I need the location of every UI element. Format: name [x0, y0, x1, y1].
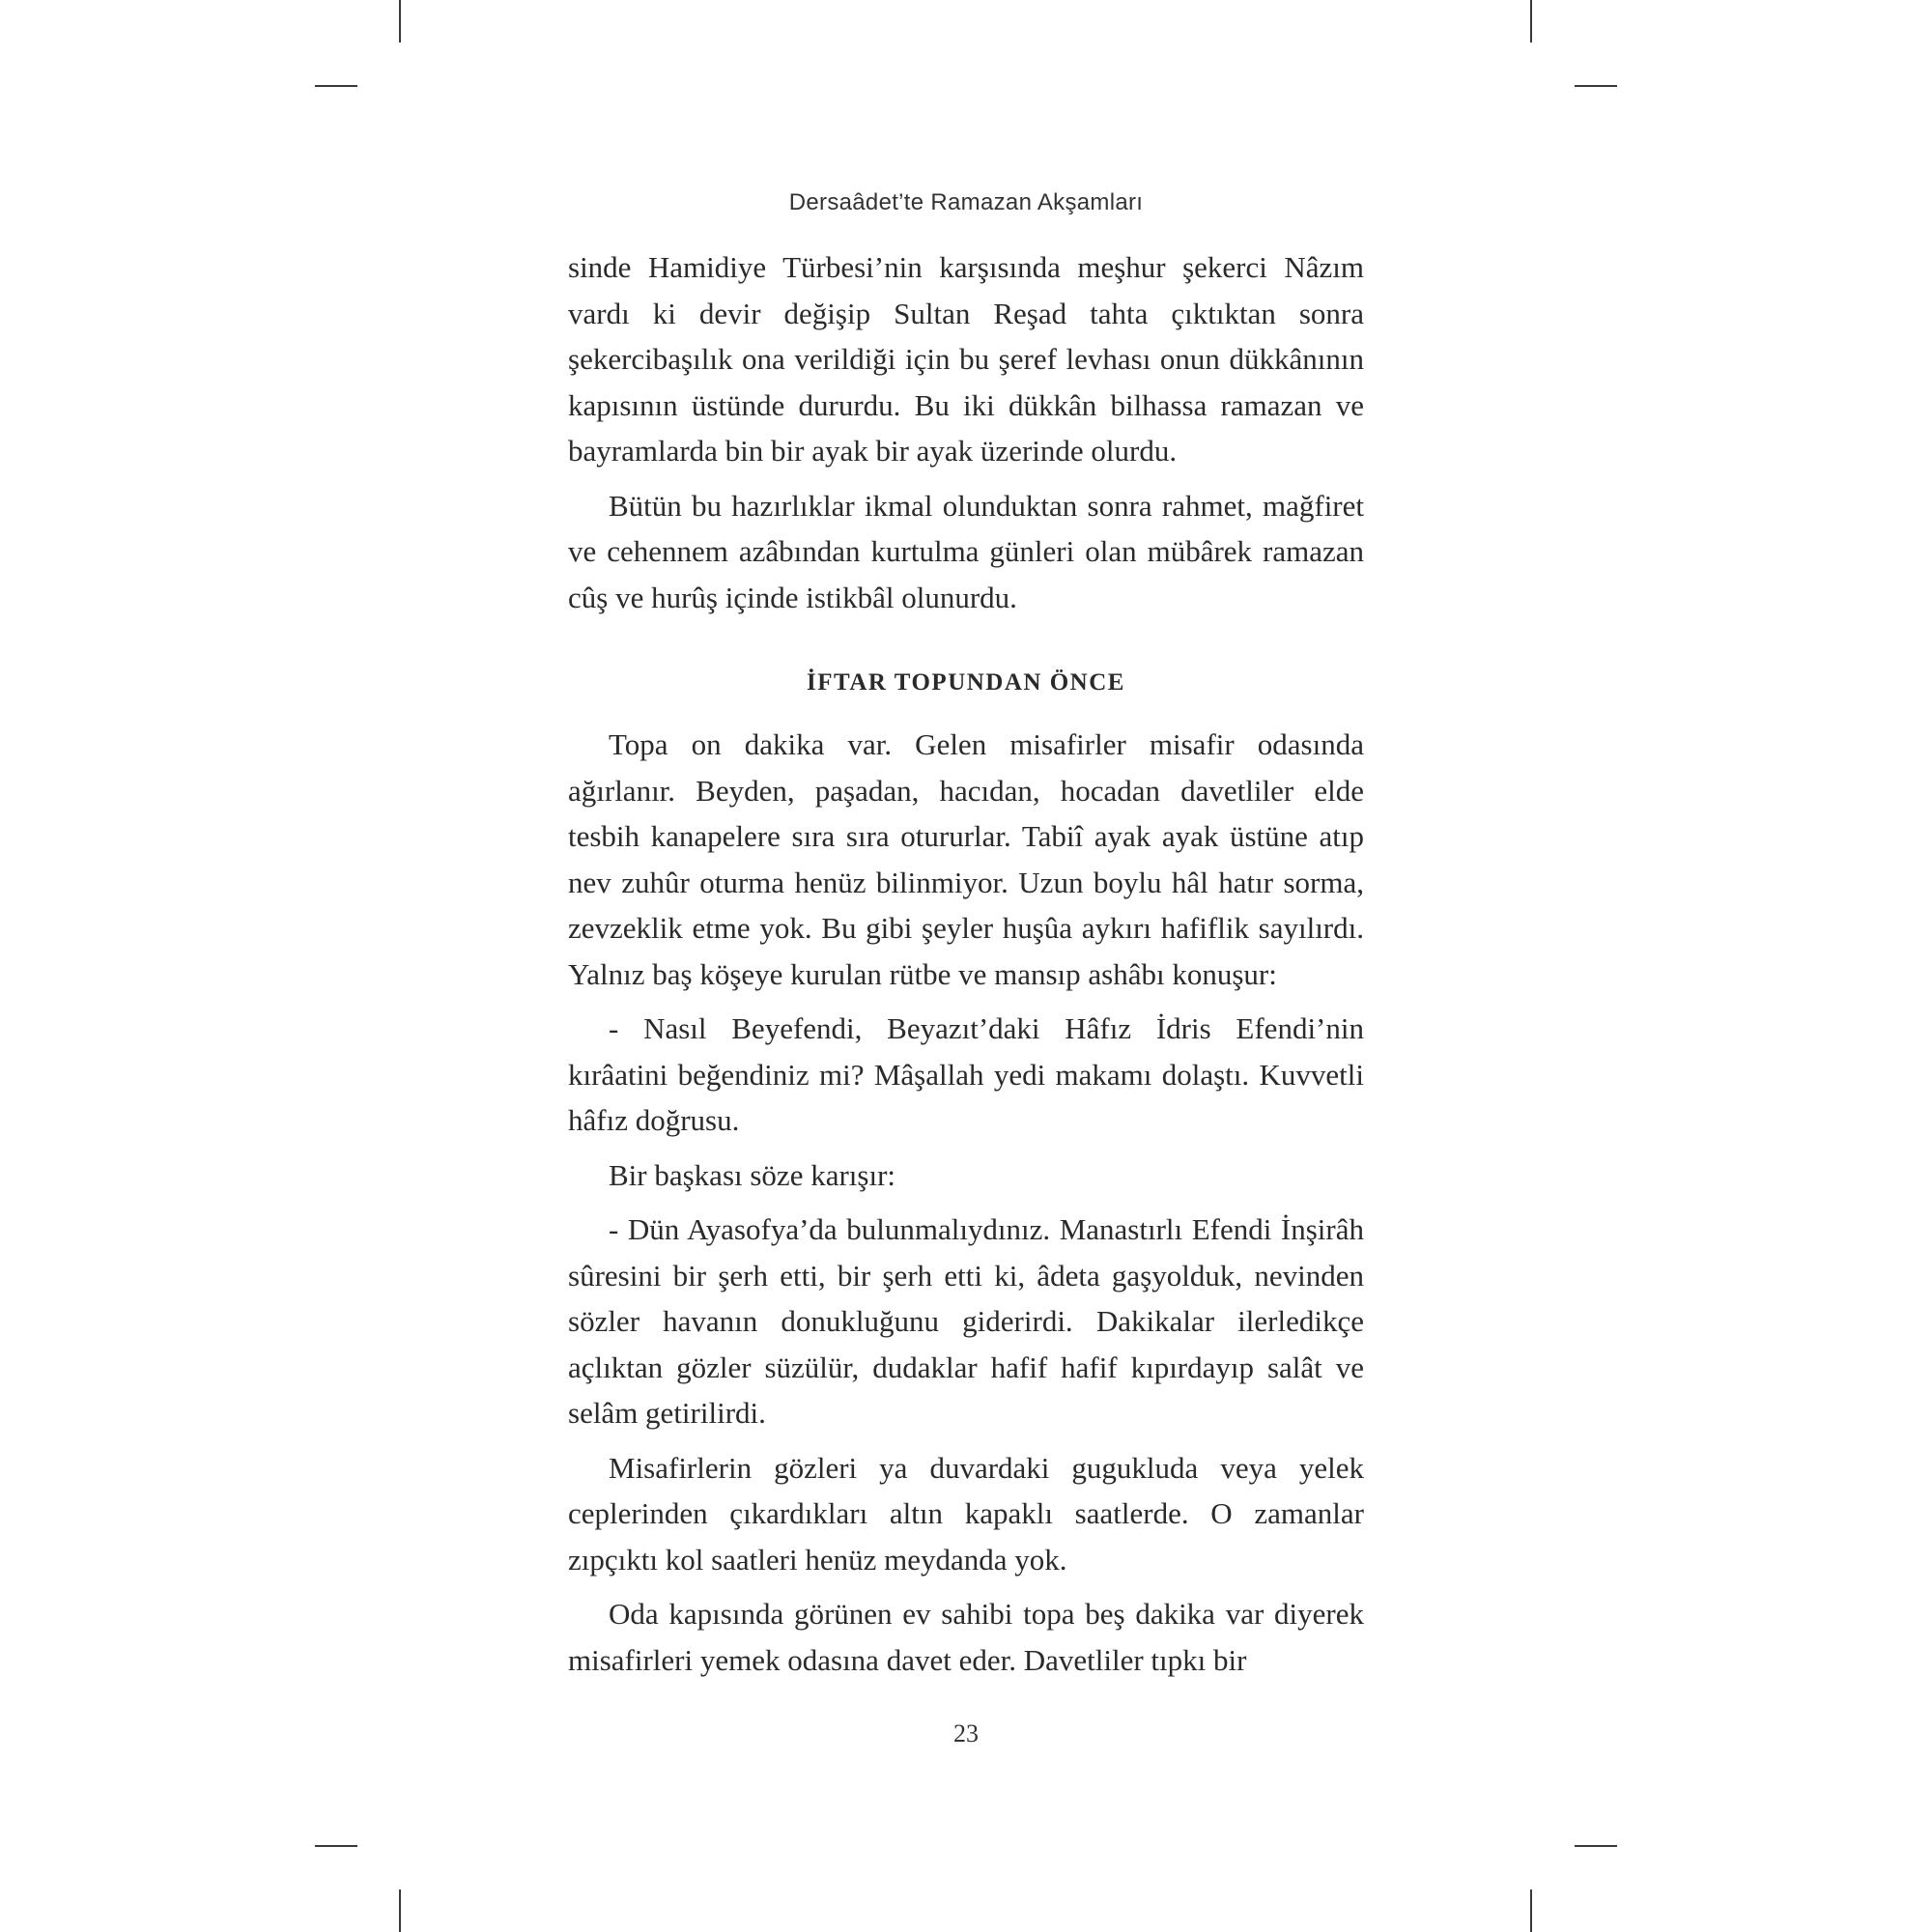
- crop-mark-bottom-left-vertical: [399, 1889, 401, 1932]
- crop-mark-top-left-horizontal: [315, 85, 357, 87]
- crop-mark-top-right-horizontal: [1575, 85, 1617, 87]
- paragraph: Oda kapısında görünen ev sahibi topa beş dakika var diyerek misafirleri yemek odasına davet eder. Davetliler tıpkı bir: [568, 1597, 1364, 1677]
- dialogue-paragraph: - Dün Ayasofya’da bulunmalıydınız. Manastırlı Efendi İnşirâh sûresini bir şerh etti, bir şerh etti ki, âdeta gaşyolduk, nevinden sözler havanın donukluğunu giderirdi. Dakikalar ilerledikçe açlıktan gözler süzülür, dudaklar hafif hafif kıpırdayıp salât ve selâm getirilirdi.: [568, 1212, 1364, 1430]
- running-head: Dersaâdet’te Ramazan Akşamları: [788, 189, 1144, 215]
- paragraph: Topa on dakika var. Gelen misafirler misafir odasında ağırlanır. Beyden, paşadan, hacıdan, hocadan davetliler elde tesbih kanapelere sıra sıra otururlar. Tabiî ayak ayak üstüne atıp nev zuhûr oturma henüz bilinmiyor. Uzun boylu hâl hatır sorma, zevzeklik etme yok. Bu gibi şeyler huşûa aykırı hafiflik sayılırdı. Yalnız baş köşeye kurulan rütbe ve mansıp ashâbı konuşur:: [568, 727, 1364, 991]
- crop-mark-bottom-right-horizontal: [1575, 1845, 1617, 1847]
- body-text: [568, 244, 1364, 1683]
- dialogue-paragraph: - Nasıl Beyefendi, Beyazıt’daki Hâfız İdris Efendi’nin kırâatini beğendiniz mi? Mâşallah yedi makamı dolaştı. Kuvvetli hâfız doğrusu.: [568, 1011, 1364, 1137]
- crop-mark-bottom-right-vertical: [1530, 1889, 1532, 1932]
- paragraph: Misafirlerin gözleri ya duvardaki gugukluda veya yelek ceplerinden çıkardıkları altın kapaklı saatlerde. O zamanlar zıpçıktı kol saatleri henüz meydanda yok.: [568, 1450, 1364, 1577]
- page-number: 23: [953, 1719, 979, 1747]
- crop-mark-top-left-vertical: [399, 0, 401, 43]
- crop-mark-bottom-left-horizontal: [315, 1845, 357, 1847]
- paragraph: Bir başkası söze karışır:: [609, 1157, 896, 1192]
- paragraph: sinde Hamidiye Türbesi’nin karşısında meşhur şekerci Nâzım vardı ki devir değişip Sultan Reşad tahta çıktıktan sonra şekercibaşılık ona verildiği için bu şeref levhası onun dükkânının kapısının üstünde dururdu. Bu iki dükkân bilhassa ramazan ve bayramlarda bin bir ayak bir ayak üzerinde olurdu.: [568, 250, 1364, 468]
- crop-mark-top-right-vertical: [1530, 0, 1532, 43]
- section-title: İFTAR TOPUNDAN ÖNCE: [807, 669, 1125, 696]
- paragraph: Bütün bu hazırlıklar ikmal olunduktan sonra rahmet, mağfiret ve cehennem azâbından kurtulma günleri olan mübârek ramazan cûş ve hurûş içinde istikbâl olunurdu.: [568, 488, 1364, 614]
